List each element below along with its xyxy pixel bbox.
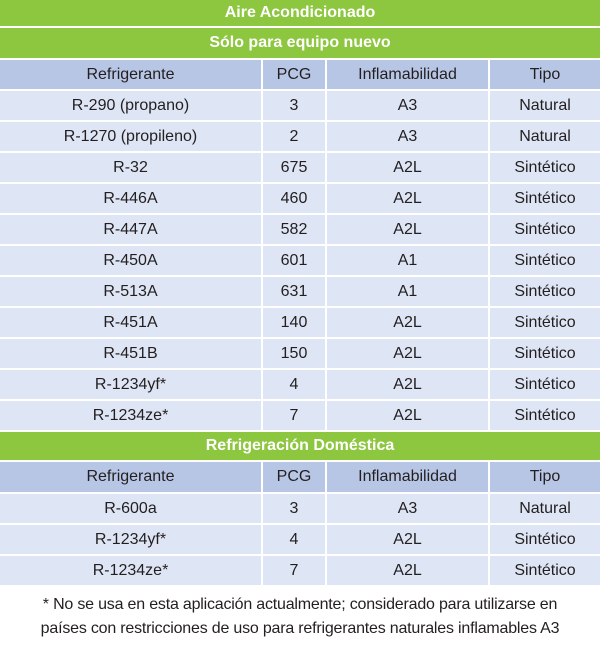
column-header-refrigerante: Refrigerante [0,60,263,91]
cell-pcg: 675 [263,153,327,184]
footnote [0,587,600,641]
cell-tipo: Sintético [490,215,600,246]
cell-inflamabilidad: A2L [327,215,490,246]
cell-refrigerante: R-447A [0,215,263,246]
table-row [0,370,600,401]
table-row [0,246,600,277]
document-title: Aire Acondicionado [0,0,600,28]
table-row [0,308,600,339]
cell-refrigerante: R-451A [0,308,263,339]
cell-pcg: 631 [263,277,327,308]
cell-tipo: Sintético [490,370,600,401]
column-header-pcg: PCG [263,462,327,494]
column-header-inflamabilidad: Inflamabilidad [327,462,490,494]
cell-pcg: 601 [263,246,327,277]
cell-tipo: Natural [490,122,600,153]
cell-pcg: 2 [263,122,327,153]
cell-pcg: 140 [263,308,327,339]
cell-refrigerante: R-1234ze* [0,556,263,587]
table-row [0,91,600,122]
cell-inflamabilidad: A2L [327,184,490,215]
table-row [0,556,600,587]
cell-inflamabilidad: A2L [327,401,490,432]
cell-pcg: 460 [263,184,327,215]
table-row [0,184,600,215]
cell-tipo: Natural [490,494,600,525]
cell-tipo: Sintético [490,308,600,339]
cell-refrigerante: R-290 (propano) [0,91,263,122]
cell-inflamabilidad: A1 [327,246,490,277]
cell-pcg: 582 [263,215,327,246]
section2-heading: Refrigeración Doméstica [0,432,600,462]
cell-pcg: 4 [263,370,327,401]
table-row [0,215,600,246]
cell-tipo: Sintético [490,401,600,432]
section2-body [0,494,600,587]
cell-inflamabilidad: A2L [327,153,490,184]
table-row [0,494,600,525]
cell-inflamabilidad: A2L [327,370,490,401]
cell-refrigerante: R-1234yf* [0,370,263,401]
cell-pcg: 7 [263,401,327,432]
cell-tipo: Sintético [490,277,600,308]
cell-tipo: Sintético [490,153,600,184]
table-row [0,525,600,556]
column-header-refrigerante: Refrigerante [0,462,263,494]
cell-refrigerante: R-451B [0,339,263,370]
cell-inflamabilidad: A3 [327,122,490,153]
cell-pcg: 3 [263,494,327,525]
cell-pcg: 4 [263,525,327,556]
section2-header-row [0,462,600,494]
cell-inflamabilidad: A3 [327,494,490,525]
cell-inflamabilidad: A2L [327,339,490,370]
cell-inflamabilidad: A2L [327,308,490,339]
cell-refrigerante: R-513A [0,277,263,308]
footnote-line-2: países con restricciones de uso para refrigerantes naturales inflamables A3 [40,620,560,637]
section1-body [0,91,600,432]
section1-header-row [0,60,600,91]
table-row [0,339,600,370]
footnote-line-1: * No se usa en esta aplicación actualmente; considerado para utilizarse en [42,596,558,613]
cell-refrigerante: R-1234ze* [0,401,263,432]
cell-inflamabilidad: A3 [327,91,490,122]
column-header-inflamabilidad: Inflamabilidad [327,60,490,91]
table-row [0,401,600,432]
section2-table [0,462,600,587]
cell-tipo: Sintético [490,246,600,277]
cell-refrigerante: R-1234yf* [0,525,263,556]
cell-tipo: Sintético [490,184,600,215]
cell-refrigerante: R-1270 (propileno) [0,122,263,153]
table-row [0,277,600,308]
cell-refrigerante: R-600a [0,494,263,525]
section1-table [0,60,600,432]
cell-pcg: 3 [263,91,327,122]
cell-refrigerante: R-32 [0,153,263,184]
section1-heading: Sólo para equipo nuevo [0,28,600,60]
cell-pcg: 150 [263,339,327,370]
cell-inflamabilidad: A2L [327,556,490,587]
table-row [0,153,600,184]
cell-refrigerante: R-446A [0,184,263,215]
cell-tipo: Sintético [490,525,600,556]
column-header-tipo: Tipo [490,462,600,494]
cell-refrigerante: R-450A [0,246,263,277]
cell-pcg: 7 [263,556,327,587]
table-row [0,122,600,153]
column-header-pcg: PCG [263,60,327,91]
column-header-tipo: Tipo [490,60,600,91]
cell-inflamabilidad: A2L [327,525,490,556]
cell-tipo: Sintético [490,556,600,587]
cell-tipo: Natural [490,91,600,122]
cell-inflamabilidad: A1 [327,277,490,308]
cell-tipo: Sintético [490,339,600,370]
